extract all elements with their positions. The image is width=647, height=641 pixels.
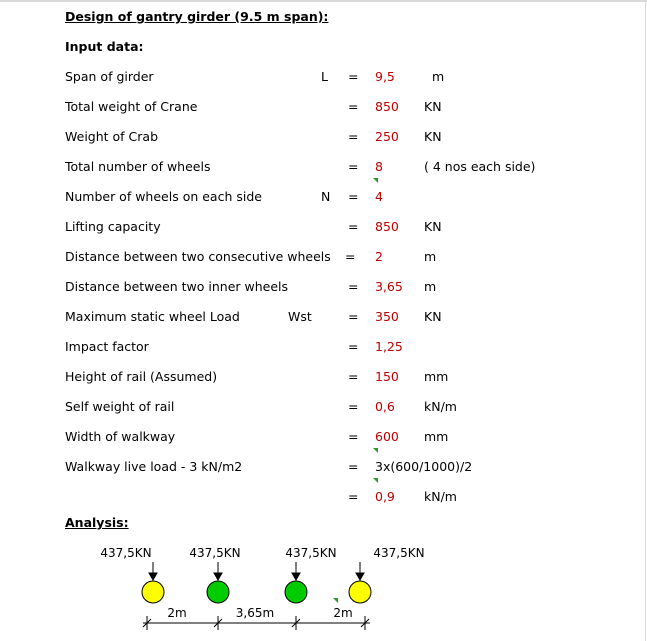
row-value[interactable]: 850: [375, 219, 399, 234]
row-value[interactable]: 9,5: [375, 69, 395, 84]
row-value[interactable]: 350: [375, 309, 399, 324]
row-unit: mm: [424, 369, 449, 384]
spacing-label-2: 3,65m: [235, 606, 275, 620]
row-unit: kN/m: [424, 399, 457, 414]
load-label-3: 437,5KN: [285, 546, 337, 560]
load-label-2: 437,5KN: [189, 546, 241, 560]
row-equals: =: [348, 99, 359, 114]
row-equals: =: [348, 279, 359, 294]
load-labels: [100, 546, 424, 560]
row-equals: =: [348, 429, 359, 444]
wheel-4: [349, 581, 371, 603]
row-label: Number of wheels on each side: [65, 189, 262, 204]
row-unit: KN: [424, 309, 442, 324]
row-value[interactable]: 150: [375, 369, 399, 384]
row-formula[interactable]: 3x(600/1000)/2: [375, 459, 473, 474]
row-equals: =: [345, 249, 356, 264]
row-symbol: Wst: [288, 309, 312, 324]
row-value[interactable]: 600: [375, 429, 399, 444]
analysis-heading: Analysis:: [65, 515, 129, 530]
wheels: [142, 581, 371, 603]
row-unit: m: [424, 279, 437, 294]
row-unit: m: [432, 69, 445, 84]
row-value[interactable]: 4: [375, 189, 383, 204]
wheel-1: [142, 581, 164, 603]
row-label: Height of rail (Assumed): [65, 369, 218, 384]
arrow-head-icon: [292, 573, 300, 580]
spacing-label-3: 2m: [333, 606, 353, 620]
input-data-heading: Input data:: [65, 39, 144, 54]
row-equals: =: [348, 129, 359, 144]
row-value[interactable]: 3,65: [375, 279, 403, 294]
row-unit: m: [424, 249, 437, 264]
row-equals: =: [348, 399, 359, 414]
row-equals: =: [348, 309, 359, 324]
row-value[interactable]: 0,6: [375, 399, 395, 414]
row-label: Weight of Crab: [65, 129, 159, 144]
row-equals: =: [348, 489, 359, 504]
row-equals: =: [348, 459, 359, 474]
load-label-4: 437,5KN: [373, 546, 425, 560]
row-label: Lifting capacity: [65, 219, 161, 234]
arrow-head-icon: [149, 573, 157, 580]
row-label: Self weight of rail: [65, 399, 175, 414]
row-value[interactable]: 0,9: [375, 489, 395, 504]
row-symbol: N: [321, 189, 331, 204]
row-label: Maximum static wheel Load: [65, 309, 240, 324]
page-title: Design of gantry girder (9.5 m span):: [65, 9, 329, 24]
row-label: Distance between two inner wheels: [65, 279, 289, 294]
row-equals: =: [348, 189, 359, 204]
row-value[interactable]: 250: [375, 129, 399, 144]
spacing-label-1: 2m: [167, 606, 187, 620]
row-value[interactable]: 850: [375, 99, 399, 114]
row-equals: =: [348, 339, 359, 354]
row-equals: =: [348, 69, 359, 84]
arrow-head-icon: [356, 573, 364, 580]
row-equals: =: [348, 369, 359, 384]
row-label: Width of walkway: [65, 429, 176, 444]
arrow-head-icon: [214, 573, 222, 580]
spacing-labels: [167, 606, 352, 620]
row-label: Span of girder: [65, 69, 154, 84]
row-equals: =: [348, 159, 359, 174]
row-unit: KN: [424, 219, 442, 234]
row-label: Total number of wheels: [65, 159, 211, 174]
row-unit: KN: [424, 99, 442, 114]
row-equals: =: [348, 219, 359, 234]
row-value[interactable]: 1,25: [375, 339, 403, 354]
row-label: Walkway live load - 3 kN/m2: [65, 459, 243, 474]
row-value[interactable]: 8: [375, 159, 383, 174]
load-arrows: [149, 562, 364, 580]
wheel-3: [285, 581, 307, 603]
load-label-1: 437,5KN: [100, 546, 152, 560]
row-unit: KN: [424, 129, 442, 144]
row-symbol: L: [321, 69, 328, 84]
row-label: Distance between two consecutive wheels: [65, 249, 331, 264]
row-unit: ( 4 nos each side): [424, 159, 536, 174]
row-unit: kN/m: [424, 489, 457, 504]
row-label: Total weight of Crane: [65, 99, 198, 114]
row-label: Impact factor: [65, 339, 149, 354]
wheel-2: [207, 581, 229, 603]
row-unit: mm: [424, 429, 449, 444]
row-value[interactable]: 2: [375, 249, 383, 264]
